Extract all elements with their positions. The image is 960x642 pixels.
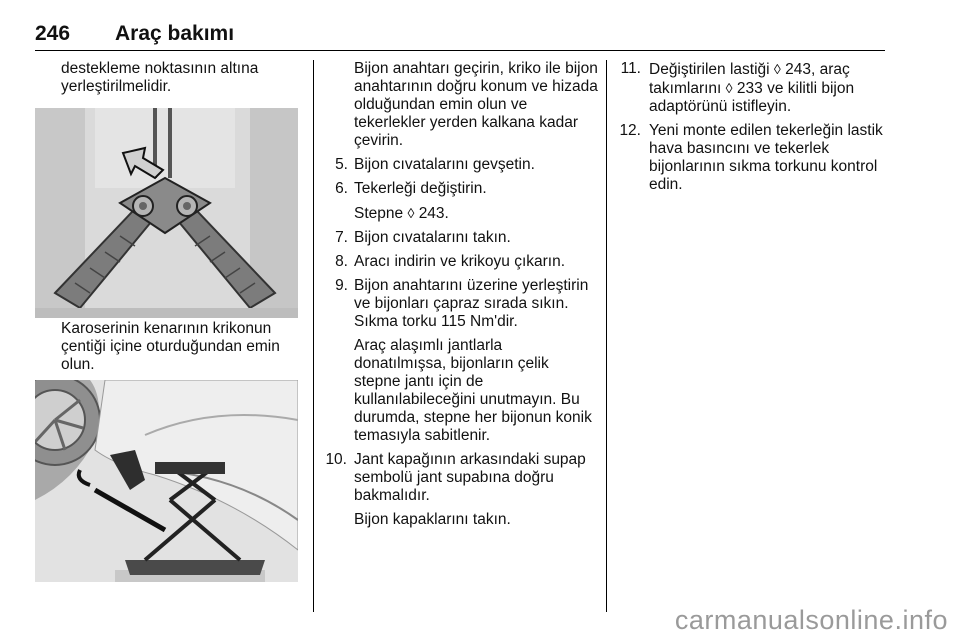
column-divider <box>606 60 607 612</box>
step-number: 7. <box>335 229 348 246</box>
step-text: Aracı indirin ve krikoyu çıkarın. <box>354 253 566 270</box>
step-number: 10. <box>325 451 347 468</box>
watermark: carmanualsonline.info <box>674 605 948 635</box>
list-item <box>328 156 598 174</box>
list-item <box>328 229 598 247</box>
list-item <box>328 180 598 198</box>
intro-text: destekleme noktasının altına yerleştirilmelidir. <box>61 60 259 95</box>
column-3 <box>621 60 891 194</box>
scissor-jack-under-car-illustration <box>35 380 298 582</box>
step-text: Yeni monte edilen tekerleğin lastik hava basıncını ve tekerlek bijonlarının sıkma torkunu kontrol edin. <box>649 122 883 193</box>
list-item <box>621 60 891 116</box>
jack-illustration <box>35 108 298 318</box>
section-title: Araç bakımı <box>115 22 235 45</box>
reference-page: 243. <box>418 205 449 222</box>
step-number: 9. <box>335 277 348 294</box>
step-number: 8. <box>335 253 348 270</box>
step-6-reference <box>328 204 598 223</box>
column-1 <box>35 60 300 96</box>
page-header <box>35 22 885 50</box>
step-text: 243, araç takımlarını <box>649 61 850 97</box>
header-rule <box>35 50 885 51</box>
step-text: Jant kapağının arkasındaki supap sembolü jant supabına doğru bakmalıdır. <box>354 451 586 504</box>
step-text: Bijon cıvatalarını gevşetin. <box>354 156 535 173</box>
column-2 <box>325 60 598 529</box>
step-number: 11. <box>620 60 641 77</box>
step-number: 6. <box>335 180 348 197</box>
step-number: 12. <box>619 122 641 139</box>
figure-caption: Karoserinin kenarının krikonun çentiği içine oturduğundan emin olun. <box>61 320 280 373</box>
step-9-note: Araç alaşımlı jantlarla donatılmışsa, bijonların çelik stepne jantı için de kullanılabileceğini unutmayın. Bu durumda, stepne her bijonun konik temasıyla sabitlenir. <box>354 337 592 444</box>
step-text: 233 ve kilitli bijon adaptörünü istifleyin. <box>649 80 855 115</box>
step-4-continuation: Bijon anahtarı geçirin, kriko ile bijon anahtarının doğru konum ve hizada olduğundan emin olun ve tekerlekler yerden kalkana kadar çevirin. <box>354 60 598 149</box>
step-text: Bijon anahtarını üzerine yerleştirin ve bijonları çapraz sırada sıkın. Sıkma torku 115 Nm'dir. <box>354 277 589 330</box>
list-item <box>325 451 598 505</box>
column-divider <box>313 60 314 612</box>
step-10-note: Bijon kapaklarını takın. <box>354 511 511 528</box>
reference-text: Stepne <box>354 205 404 222</box>
step-number: 5. <box>335 156 348 173</box>
scissor-jack-illustration <box>35 380 298 582</box>
page-reference-icon: ◊ <box>725 80 733 96</box>
page-reference-icon: ◊ <box>407 205 415 221</box>
page-reference-icon: ◊ <box>773 61 781 77</box>
jack-support-point-illustration <box>35 108 298 318</box>
list-item <box>328 253 598 271</box>
list-item <box>328 277 598 331</box>
step-text: Tekerleği değiştirin. <box>354 180 487 197</box>
step-text: Bijon cıvatalarını takın. <box>354 229 511 246</box>
page-number: 246 <box>35 22 71 45</box>
step-text: Değiştirilen lastiği <box>649 61 770 78</box>
list-item <box>621 122 891 194</box>
column-1-caption <box>35 320 300 374</box>
